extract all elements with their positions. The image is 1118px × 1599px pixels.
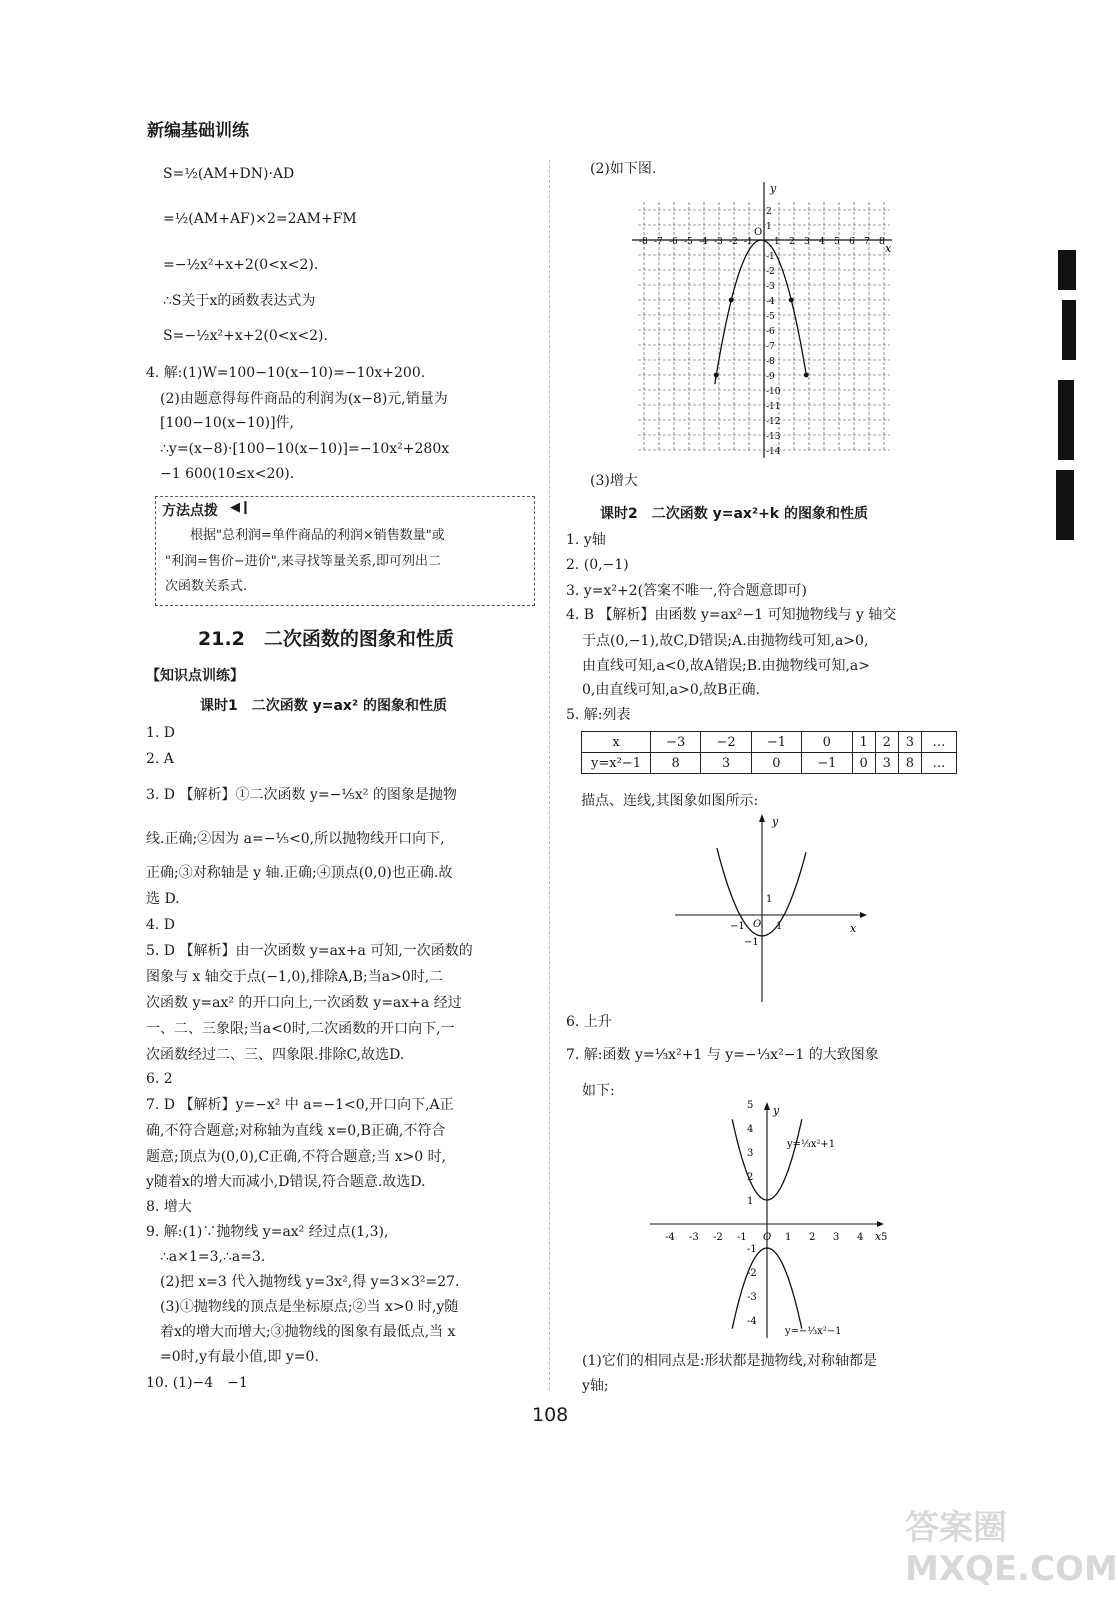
origin-label: O [763,1232,772,1243]
x-axis-arrow [860,912,867,918]
x-tick-label: -4 [699,237,708,247]
plotted-point [714,373,719,378]
y-tick-label: -9 [766,372,775,382]
text-line: =½(AM+AF)×2=2AM+FM [163,211,357,227]
y-tick-label: -8 [766,357,775,367]
text-line: 描点、连线,其图象如图所示: [581,793,759,809]
page-number: 108 [532,1404,569,1426]
y-tick-labels [747,1100,757,1327]
tick-label: 1 [766,894,773,905]
x-tick-label: -2 [729,237,738,247]
answer-line: (2)把 x=3 代入抛物线 y=3x²,得 y=3×3²=27. [160,1274,460,1290]
y-tick-label: 2 [747,1172,754,1183]
axis-label-x: x [885,242,892,255]
text-line: −1 600(10≤x<20). [160,466,295,482]
watermark: 答案圈 MXQE.COM [905,1508,1118,1589]
tick-label: −1 [744,937,759,948]
answer-line: 于点(0,−1),故C,D错误;A.由抛物线可知,a>0, [582,633,869,649]
y-tick-label: 5 [747,1100,754,1111]
y-tick-label: -4 [747,1316,757,1327]
answer-line: 2. (0,−1) [566,557,629,573]
table-cell: 0 [802,732,852,753]
table-cell: 0 [751,753,801,774]
answer-line: 10. (1)−4 −1 [146,1375,248,1391]
y-axis-arrow [764,1102,770,1110]
graph-parabola-grid [630,180,890,460]
lesson2-title: 课时2 二次函数 y=ax²+k 的图象和性质 [600,506,868,522]
y-tick-label: -10 [766,387,781,397]
answer-line: 7. D 【解析】y=−x² 中 a=−1<0,开口向下,A正 [146,1097,454,1113]
answer-line: 如下: [582,1083,615,1099]
table-cell: y=x²−1 [582,753,651,774]
answer-line: 9. 解:(1)∵抛物线 y=ax² 经过点(1,3), [146,1224,389,1240]
y-tick-label: 3 [747,1148,754,1159]
table-row [582,753,957,774]
tip-line: 次函数关系式. [165,579,248,594]
x-tick-label: 1 [785,1232,792,1243]
text-line: y轴; [582,1378,609,1394]
answer-line: 1. D [146,725,176,741]
text-line: =−½x²+x+2(0<x<2). [163,257,319,273]
y-tick-label: -3 [747,1292,757,1303]
y-tick-label: -5 [766,312,775,322]
answer-line: 由直线可知,a<0,故A错误;B.由抛物线可知,a> [582,658,870,674]
origin-label: O [753,919,762,930]
table-cell: 2 [875,732,898,753]
x-tick-label: -7 [654,237,663,247]
y-tick-label: 4 [747,1124,754,1135]
x-tick-label: -8 [639,237,648,247]
knowledge-heading: 【知识点训练】 [146,668,244,684]
x-tick-label: 5 [834,237,840,247]
plotted-points [714,298,809,378]
y-tick-label: 1 [766,222,772,232]
speaker-icon: ◀❙ [230,500,251,515]
table-cell: −2 [701,732,751,753]
table-cell: −1 [802,753,852,774]
text-line: S=½(AM+DN)·AD [163,166,295,182]
axis-label-x: x [850,922,857,935]
table-cell: −3 [651,732,701,753]
table-cell: 8 [651,753,701,774]
table-row [582,732,957,753]
answer-line: 题意;顶点为(0,0),C正确,不符合题意;当 x>0 时, [146,1149,447,1165]
x-tick-label: 3 [804,237,810,247]
answer-line: 正确;③对称轴是 y 轴.正确;④顶点(0,0)也正确.故 [146,865,453,881]
answer-line: 一、二、三象限;当a<0时,二次函数的开口向下,一 [146,1021,455,1037]
y-tick-label: -4 [766,297,775,307]
x-tick-label: -6 [669,237,678,247]
x-tick-label: 1 [774,237,780,247]
y-tick-label: -1 [766,252,775,262]
tick-label: −1 [730,921,745,932]
axis-label-y: y [772,815,779,828]
y-tick-label: 1 [747,1196,754,1207]
x-tick-label: 5 [881,1232,888,1243]
x-tick-labels [665,1232,887,1243]
answer-line: ∴a×1=3,∴a=3. [160,1249,266,1265]
text-line: S=−½x²+x+2(0<x<2). [163,328,328,344]
answer-line: 次函数经过二、三、四象限.排除C,故选D. [146,1047,405,1063]
answer-line: 2. A [146,751,174,767]
axis-label-y: y [773,1104,780,1117]
y-tick-label: 2 [766,207,772,217]
answer-line: 3. D 【解析】①二次函数 y=−⅕x² 的图象是抛物 [146,787,457,803]
table-cell: 8 [898,753,921,774]
answer-line: 3. y=x²+2(答案不唯一,符合题意即可) [566,583,807,599]
table-cell: … [922,753,957,774]
x-tick-label: -1 [744,237,753,247]
text-line: (3)增大 [590,473,638,489]
value-table [581,731,957,774]
table-cell: 1 [852,732,875,753]
table-cell: x [582,732,651,753]
answer-line: 8. 增大 [146,1199,192,1215]
y-axis-arrow [759,814,765,822]
text-line: (2)由题意得每件商品的利润为(x−8)元,销量为 [160,391,448,407]
text-line: 4. 解:(1)W=100−10(x−10)=−10x+200. [146,365,426,381]
y-tick-label: -7 [766,342,775,352]
y-tick-label: -13 [766,432,781,442]
column-divider [549,160,550,1390]
lesson1-title: 课时1 二次函数 y=ax² 的图象和性质 [200,698,447,714]
text-line: (1)它们的相同点是:形状都是抛物线,对称轴都是 [582,1353,877,1369]
origin-label: O [754,227,763,238]
x-tick-label: -5 [684,237,693,247]
x-tick-label: 2 [789,237,795,247]
table-cell: 3 [701,753,751,774]
x-tick-label: 2 [809,1232,816,1243]
y-tick-label: -2 [766,267,775,277]
graph-two-parabolas [645,1100,895,1345]
y-tick-label: -1 [747,1244,757,1255]
text-line: ∴y=(x−8)·[100−10(x−10)]=−10x²+280x [160,441,450,457]
table-cell: −1 [751,732,801,753]
answer-line: 着x的增大而增大;③抛物线的图象有最低点,当 x [160,1324,456,1340]
axis-label-x: x [875,1230,882,1243]
y-tick-label: -14 [766,447,781,457]
x-tick-label: 4 [857,1232,864,1243]
table-cell: 0 [852,753,875,774]
x-tick-label: -2 [713,1232,723,1243]
x-tick-label: 3 [833,1232,840,1243]
answer-line: 5. 解:列表 [566,707,631,723]
header-title: 新编基础训练 [147,121,249,141]
text-line: ∴S关于x的函数表达式为 [163,293,316,309]
y-tick-label: -3 [766,282,775,292]
answer-line: 6. 上升 [566,1014,612,1030]
answer-line: 线.正确;②因为 a=−⅕<0,所以抛物线开口向下, [146,831,445,847]
y-tick-label: -2 [747,1268,757,1279]
answer-line: y随着x的增大而减小,D错误,符合题意.故选D. [146,1174,426,1190]
x-axis-arrow [877,1221,884,1227]
y-tick-label: -6 [766,327,775,337]
answer-line: 图象与 x 轴交于点(−1,0),排除A,B;当a>0时,二 [146,969,444,985]
axis-label-y: y [770,182,777,195]
answer-line: 7. 解:函数 y=⅓x²+1 与 y=−⅓x²−1 的大致图象 [566,1047,879,1063]
plotted-point [729,298,734,303]
table-cell: 3 [875,753,898,774]
tip-title: 方法点拨 [162,503,218,519]
curve-label-upper: y=⅓x²+1 [787,1139,836,1150]
plotted-point [804,373,809,378]
answer-line: 5. D 【解析】由一次函数 y=ax+a 可知,一次函数的 [146,943,473,959]
x-tick-label: 7 [864,237,870,247]
x-tick-label: 8 [879,237,885,247]
text-line: [100−10(x−10)]件, [160,415,295,431]
answer-line: 6. 2 [146,1071,173,1087]
graph-parabola-2 [670,812,870,1007]
curve-label-lower: y=−⅓x²−1 [785,1326,842,1337]
tip-line: "利润=售价−进价",来寻找等量关系,即可列出二 [165,554,442,569]
answer-line: 1. y轴 [566,532,606,548]
parabola-curve [715,240,807,384]
section-title: 21.2 二次函数的图象和性质 [198,628,454,650]
scan-mark [1062,300,1076,360]
scan-mark [1056,470,1074,540]
x-tick-label: 4 [819,237,825,247]
table-cell: 3 [898,732,921,753]
answer-line: (3)①抛物线的顶点是坐标原点;②当 x>0 时,y随 [160,1299,459,1315]
y-tick-label: -12 [766,417,781,427]
x-tick-label: -1 [737,1232,747,1243]
answer-line: 0,由直线可知,a>0,故B正确. [582,682,760,698]
x-tick-label: -3 [714,237,723,247]
answer-line: 次函数 y=ax² 的开口向上,一次函数 y=ax+a 经过 [146,995,462,1011]
answer-line: 4. B 【解析】由函数 y=ax²−1 可知抛物线与 y 轴交 [566,607,897,623]
answer-line: 选 D. [146,891,180,907]
x-tick-labels [639,237,885,247]
answer-line: 4. D [146,917,176,933]
tick-label: 1 [776,921,783,932]
y-tick-label: -11 [766,402,781,412]
answer-line: =0时,y有最小值,即 y=0. [160,1349,319,1365]
answer-line: 确,不符合题意;对称轴为直线 x=0,B正确,不符合 [146,1123,446,1139]
scan-mark [1058,250,1076,290]
scan-mark [1058,380,1074,460]
text-line: (2)如下图. [590,161,657,177]
table-cell: … [922,732,957,753]
x-tick-label: -3 [689,1232,699,1243]
x-tick-label: -4 [665,1232,675,1243]
tip-line: 根据"总利润=单件商品的利润×销售数量"或 [190,528,445,543]
plotted-point [789,298,794,303]
x-tick-label: 6 [849,237,855,247]
